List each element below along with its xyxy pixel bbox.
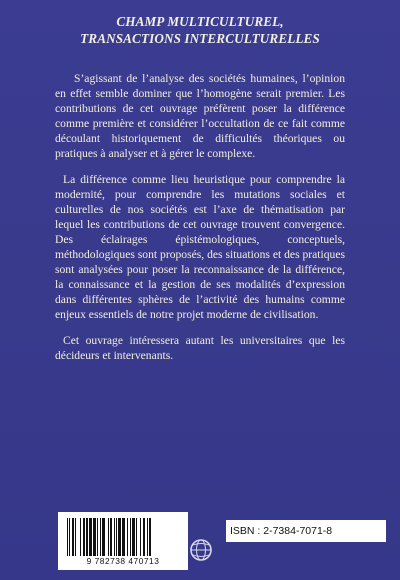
blurb-paragraph-3: Cet ouvrage intéressera autant les universitaires que les décideurs et intervenants. <box>55 334 345 362</box>
title-line-1: CHAMP MULTICULTUREL, <box>116 14 284 29</box>
barcode-digits: 9 782738 470713 <box>86 556 160 566</box>
globe-logo-icon <box>188 538 214 562</box>
book-title <box>0 13 400 47</box>
blurb-paragraph-1: S’agissant de l’analyse des sociétés humaines, l’opinion en effet semble dominer que l’homogène serait premier. Les contributions de cet ouvrage préfèrent poser la différence comme première et considérer l’occultation de ce fait comme découlant historiquement de difficultés théoriques ou pratiques à analyser et à gérer le complexe. <box>55 72 345 160</box>
barcode-bars <box>67 518 179 556</box>
isbn-label: ISBN : 2-7384-7071-8 <box>226 520 386 542</box>
title-line-2: TRANSACTIONS INTERCULTURELLES <box>80 31 320 46</box>
barcode-gap <box>151 518 152 556</box>
blurb <box>55 71 345 374</box>
barcode <box>58 512 188 570</box>
blurb-paragraph-2: La différence comme lieu heuristique pour comprendre la modernité, pour comprendre les mutations sociales et culturelles de nos sociétés est l’axe de thématisation par lequel les contributions de cet ouvrage trouvent convergence. Des éclairages épistémologiques, conceptuels, méthodologiques sont proposés, des situations et des pratiques sont analysées pour poser la reconnaissance de la différence, la connaissance et la gestion de ses modalités d’expression dans différentes sphères de l’activité des humains comme enjeux essentiels de notre projet moderne de civilisation. <box>55 173 345 321</box>
